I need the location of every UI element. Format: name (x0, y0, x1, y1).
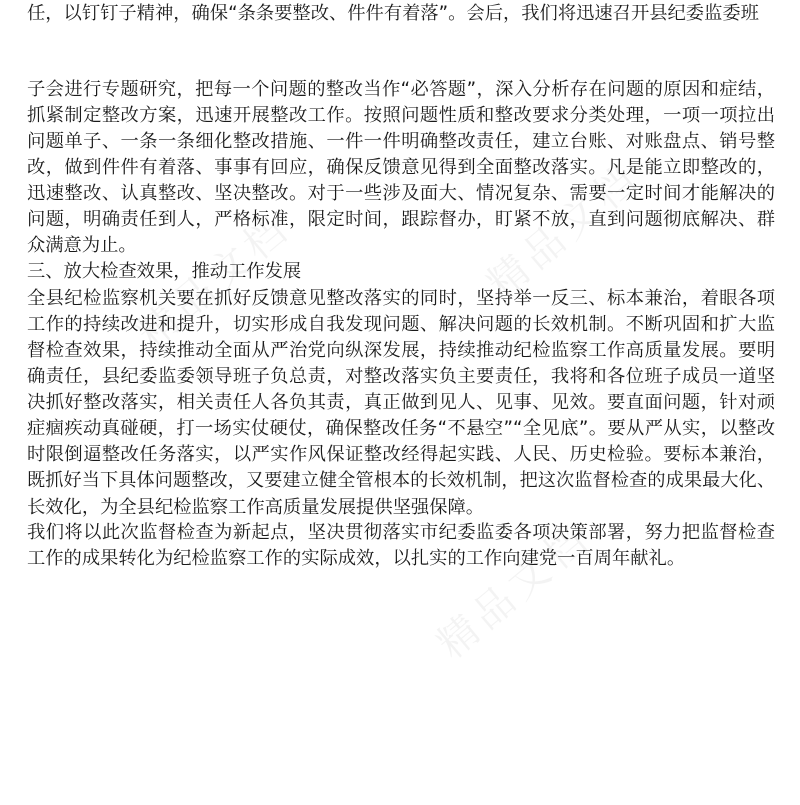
paragraph-3-line: 长效化，为全县纪检监察工作高质量发展提供坚强保障。 (27, 497, 485, 518)
paragraph-2-line: 迅速整改、认真整改、坚决整改。对于一些涉及面大、情况复杂、需要一定时间才能解决的 (27, 183, 775, 204)
paragraph-4-line: 我们将以此次监督检查为新起点，坚决贯彻落实市纪委监委各项决策部署，努力把监督检查 (27, 522, 775, 543)
paragraph-2-line: 众满意为止。 (27, 235, 137, 256)
paragraph-3-line: 既抓好当下具体问题整改，又要建立健全管根本的长效机制，把这次监督检查的成果最大化、 (27, 470, 775, 491)
paragraph-3-line: 全县纪检监察机关要在抓好反馈意见整改落实的同时，坚持举一反三、标本兼治，着眼各项 (27, 288, 775, 309)
paragraph-3-line: 督检查效果，持续推动全面从严治党向纵深发展，持续推动纪检监察工作高质量发展。要明 (27, 340, 775, 361)
paragraph-2-line: 抓紧制定整改方案，迅速开展整改工作。按照问题性质和整改要求分类处理，一项一项拉出 (27, 105, 775, 126)
paragraph-1-line: 任，以钉钉子精神，确保“条条要整改、件件有着落”。会后，我们将迅速召开县纪委监委班 (27, 3, 759, 24)
paragraph-3-line: 决抓好整改落实，相关责任人各负其责，真正做到见人、见事、见效。要直面问题，针对顽 (27, 392, 775, 413)
paragraph-3-line: 症痼疾动真碰硬，打一场实仗硬仗，确保整改任务“不悬空”“全见底”。要从严从实，以整改 (27, 418, 775, 439)
paragraph-3-line: 时限倒逼整改任务落实，以严实作风保证整改经得起实践、人民、历史检验。要标本兼治， (27, 444, 775, 465)
paragraph-3-line: 工作的持续改进和提升，切实形成自我发现问题、解决问题的长效机制。不断巩固和扩大监 (27, 314, 775, 335)
paragraph-2-line: 子会进行专题研究，把每一个问题的整改当作“必答题”，深入分析存在问题的原因和症结， (27, 79, 775, 100)
paragraph-3-line: 确责任，县纪委监委领导班子负总责，对整改落实负主要责任，我将和各位班子成员一道坚 (27, 366, 775, 387)
section-heading: 三、放大检查效果，推动工作发展 (27, 261, 302, 282)
paragraph-2-line: 改，做到件件有着落、事事有回应，确保反馈意见得到全面整改落实。凡是能立即整改的， (27, 157, 775, 178)
paragraph-2-line: 问题单子、一条一条细化整改措施、一件一件明确整改责任，建立台账、对账盘点、销号整 (27, 131, 775, 152)
paragraph-4-line: 工作的成果转化为纪检监察工作的实际成效，以扎实的工作向建党一百周年献礼。 (27, 548, 686, 569)
paragraph-2-line: 问题，明确责任到人，严格标准，限定时间，跟踪督办，盯紧不放，直到问题彻底解决、群 (27, 209, 775, 230)
